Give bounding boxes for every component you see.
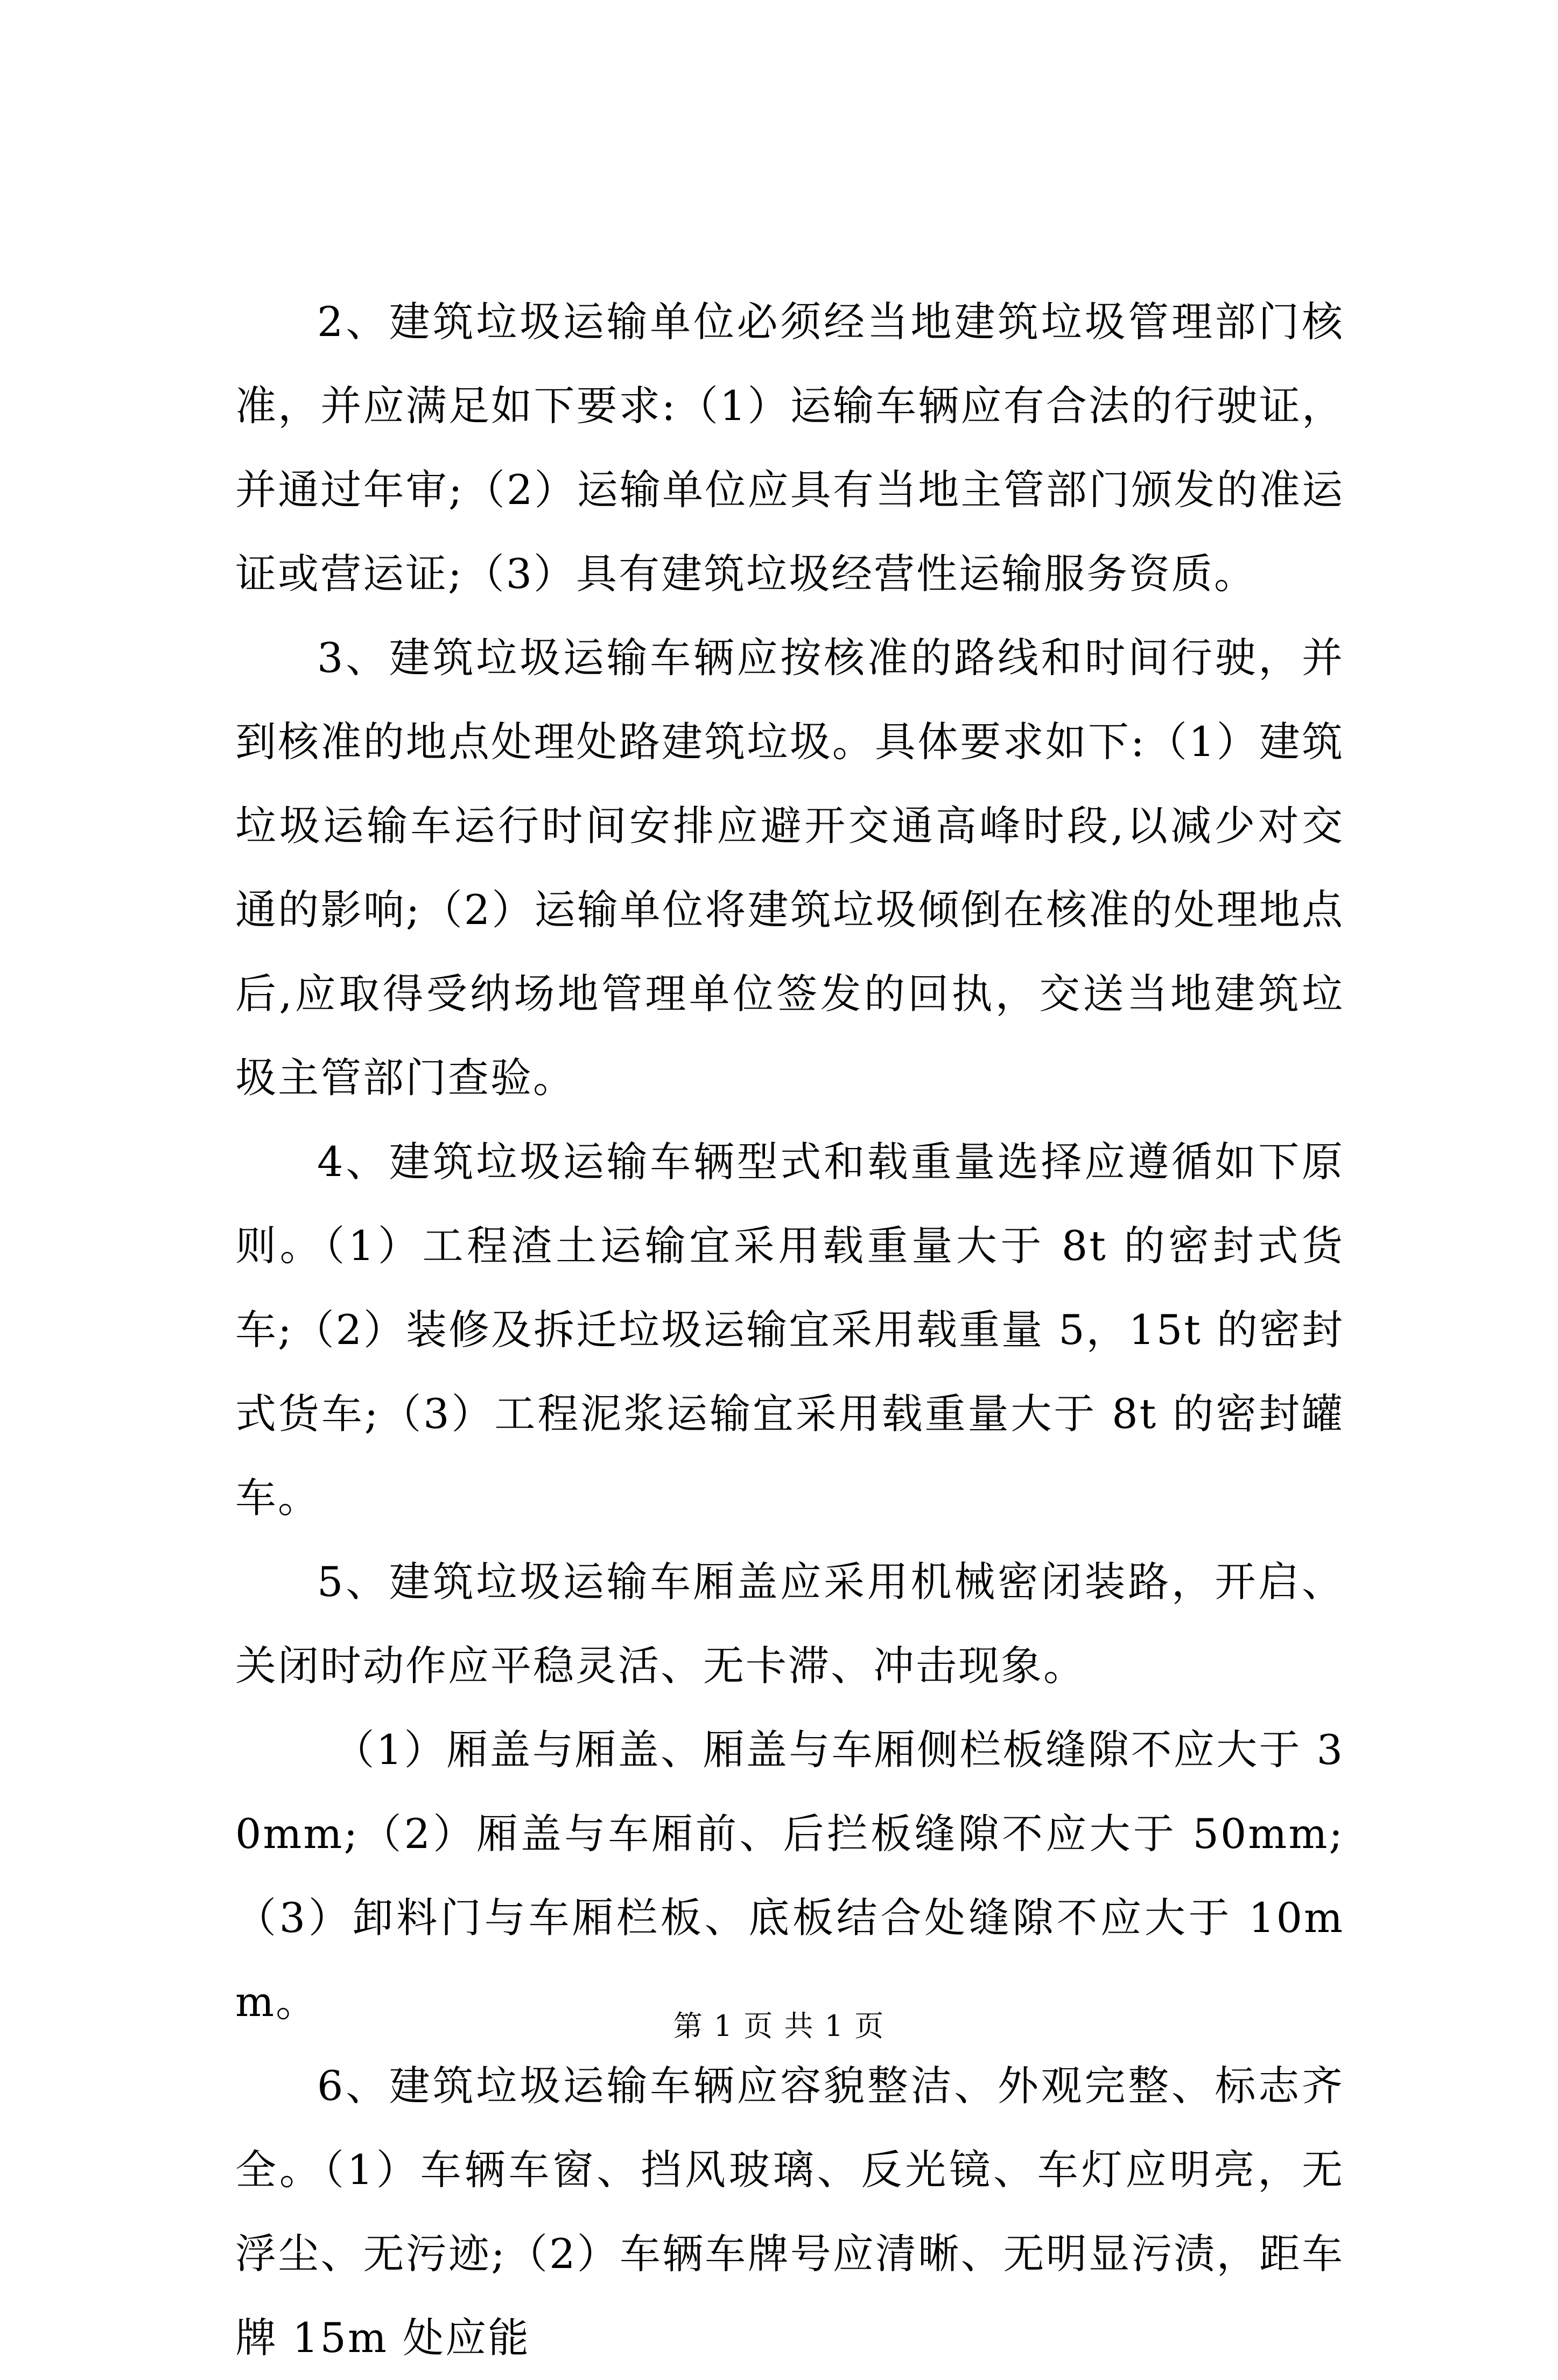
paragraph-4: 4、建筑垃圾运输车辆型式和载重量选择应遵循如下原则。（1）工程渣土运输宜采用载重量大于 8t 的密封式货车;（2）装修及拆迁垃圾运输宜采用载重量 5，15t 的密封式货车;（3）工程泥浆运输宜采用载重量大于 8t 的密封罐车。 <box>235 1138 1344 1522</box>
paragraph-2: 2、建筑垃圾运输单位必须经当地建筑垃圾管理部门核准，并应满足如下要求:（1）运输车辆应有合法的行驶证，并通过年审;（2）运输单位应具有当地主管部门颁发的准运证或营运证;（3）具有建筑垃圾经营性运输服务资质。 <box>235 298 1344 598</box>
paragraph-5: 5、建筑垃圾运输车厢盖应采用机械密闭装路，开启、关闭时动作应平稳灵活、无卡滞、冲击现象。 <box>235 1558 1344 1690</box>
paragraph-3: 3、建筑垃圾运输车辆应按核准的路线和时间行驶，并到核准的地点处理处路建筑垃圾。具体要求如下:（1）建筑垃圾运输车运行时间安排应避开交通高峰时段,以减少对交通的影响;（2）运输单位将建筑垃圾倾倒在核准的处理地点后,应取得受纳场地管理单位签发的回执，交送当地建筑垃圾主管部门查验。 <box>235 634 1344 1102</box>
paragraph-6: 6、建筑垃圾运输车辆应容貌整洁、外观完整、标志齐全。（1）车辆车窗、挡风玻璃、反光镜、车灯应明亮，无浮尘、无污迹;（2）车辆车牌号应清晰、无明显污渍，距车牌 15m 处应能 <box>235 2062 1344 2362</box>
page-footer: 第 1 页 共 1 页 <box>673 2009 885 2043</box>
document-body <box>235 280 1344 2380</box>
paragraph-5-details: （1）厢盖与厢盖、厢盖与车厢侧栏板缝隙不应大于 30mm;（2）厢盖与车厢前、后拦板缝隙不应大于 50mm;（3）卸料门与车厢栏板、底板结合处缝隙不应大于 10mm。 <box>235 1726 1344 2026</box>
